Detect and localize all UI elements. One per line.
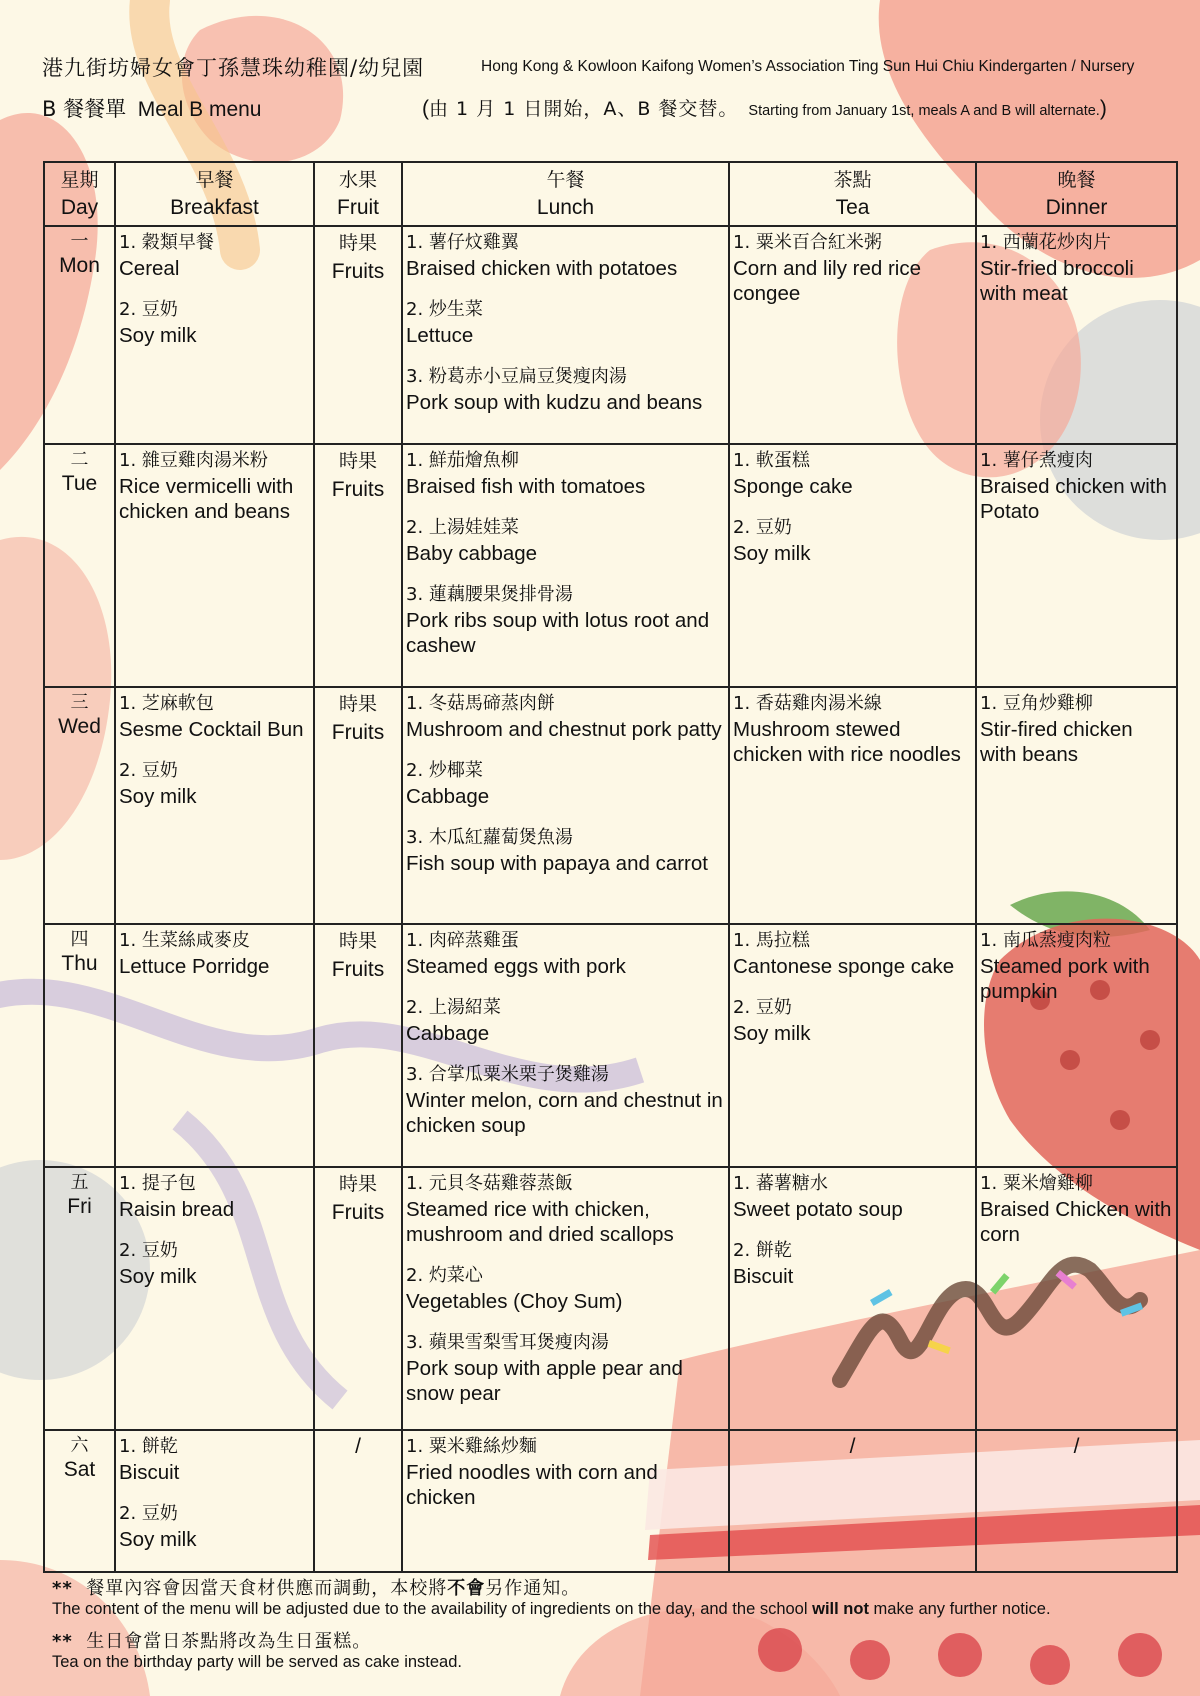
fruit-cell: 時果 Fruits [314, 687, 402, 924]
breakfast-cell: 1. 雜豆雞肉湯米粉 Rice vermicelli with chicken and beans [115, 444, 314, 687]
dinner-cell: 1. 南瓜蒸瘦肉粒 Steamed pork with pumpkin [976, 924, 1177, 1167]
lunch-cell: 1. 薯仔炆雞翼 Braised chicken with potatoes 2. 炒生菜 Lettuce 3. 粉葛赤小豆扁豆煲瘦肉湯 Pork soup with kudzu and beans [402, 226, 729, 444]
menu-title-zh: B 餐餐單 [42, 97, 127, 121]
note-star: ** [52, 1578, 73, 1599]
table-row-tue [44, 444, 1177, 687]
header-breakfast: 早餐 Breakfast [115, 162, 314, 226]
note-ingredients-en [52, 1600, 1051, 1619]
header-tea: 茶點 Tea [729, 162, 976, 226]
dinner-cell: 1. 豆角炒雞柳 Stir-fired chicken with beans [976, 687, 1177, 924]
fruit-cell-empty: / [314, 1430, 402, 1572]
breakfast-cell: 1. 餅乾 Biscuit 2. 豆奶 Soy milk [115, 1430, 314, 1572]
tea-cell-empty: / [729, 1430, 976, 1572]
alternate-note [422, 94, 1107, 121]
note-zh-text-a: 餐單內容會因當天食材供應而調動，本校將 [86, 1578, 448, 1599]
table-row-fri [44, 1167, 1177, 1430]
note-en-text-b: make any further notice. [868, 1600, 1051, 1618]
school-name-en: Hong Kong & Kowloon Kaifong Women’s Association Ting Sun Hui Chiu Kindergarten / Nursery [481, 58, 1135, 75]
paren-close: ) [1099, 97, 1107, 120]
dinner-cell: 1. 薯仔煮瘦肉 Braised chicken with Potato [976, 444, 1177, 687]
breakfast-cell: 1. 穀類早餐 Cereal 2. 豆奶 Soy milk [115, 226, 314, 444]
header-lunch: 午餐 Lunch [402, 162, 729, 226]
alternate-note-zh: 由 1 月 1 日開始，A、B 餐交替。 [429, 98, 739, 120]
note-en-bold: will not [812, 1600, 869, 1618]
note-zh-text-b: 另作通知。 [485, 1578, 581, 1599]
menu-title [42, 93, 262, 123]
tea-cell: 1. 馬拉糕 Cantonese sponge cake 2. 豆奶 Soy milk [729, 924, 976, 1167]
note-star: ** [52, 1631, 73, 1652]
lunch-cell: 1. 肉碎蒸雞蛋 Steamed eggs with pork 2. 上湯紹菜 Cabbage 3. 合掌瓜粟米栗子煲雞湯 Winter melon, corn and chestnut in chicken soup [402, 924, 729, 1167]
table-row-mon [44, 226, 1177, 444]
day-cell: 六 Sat [44, 1430, 115, 1572]
weekly-menu-table [43, 161, 1178, 1573]
dinner-cell: 1. 西蘭花炒肉片 Stir-fried broccoli with meat [976, 226, 1177, 444]
lunch-cell: 1. 元貝冬菇雞蓉蒸飯 Steamed rice with chicken, mushroom and dried scallops 2. 灼菜心 Vegetables (Choy Sum) 3. 蘋果雪梨雪耳煲瘦肉湯 Pork soup with apple pear and snow pear [402, 1167, 729, 1430]
header-fruit: 水果 Fruit [314, 162, 402, 226]
table-header-row [44, 162, 1177, 226]
school-name-zh: 港九街坊婦女會丁孫慧珠幼稚園/幼兒園 [42, 56, 425, 80]
alternate-note-en: Starting from January 1st, meals A and B will alternate. [748, 103, 1100, 119]
tea-cell: 1. 粟米百合紅米粥 Corn and lily red rice congee [729, 226, 976, 444]
breakfast-cell: 1. 芝麻軟包 Sesme Cocktail Bun 2. 豆奶 Soy milk [115, 687, 314, 924]
dinner-cell: 1. 粟米燴雞柳 Braised Chicken with corn [976, 1167, 1177, 1430]
day-cell: 二 Tue [44, 444, 115, 687]
note-birthday-en: Tea on the birthday party will be served as cake instead. [52, 1653, 462, 1671]
lunch-cell: 1. 粟米雞絲炒麵 Fried noodles with corn and chicken [402, 1430, 729, 1572]
note-birthday-zh-text: 生日會當日茶點將改為生日蛋糕。 [86, 1631, 372, 1652]
table-row-sat [44, 1430, 1177, 1572]
table-row-wed [44, 687, 1177, 924]
day-cell: 一 Mon [44, 226, 115, 444]
day-cell: 三 Wed [44, 687, 115, 924]
note-birthday-zh [52, 1627, 371, 1653]
dinner-cell-empty: / [976, 1430, 1177, 1572]
paren-open: ( [422, 97, 429, 120]
day-cell: 五 Fri [44, 1167, 115, 1430]
header-dinner: 晚餐 Dinner [976, 162, 1177, 226]
header-day: 星期 Day [44, 162, 115, 226]
fruit-cell: 時果 Fruits [314, 1167, 402, 1430]
day-cell: 四 Thu [44, 924, 115, 1167]
fruit-cell: 時果 Fruits [314, 924, 402, 1167]
menu-title-en: Meal B menu [137, 98, 262, 121]
lunch-cell: 1. 鮮茄燴魚柳 Braised fish with tomatoes 2. 上湯娃娃菜 Baby cabbage 3. 蓮藕腰果煲排骨湯 Pork ribs soup with lotus root and cashew [402, 444, 729, 687]
breakfast-cell: 1. 生菜絲咸麥皮 Lettuce Porridge [115, 924, 314, 1167]
note-en-text-a: The content of the menu will be adjusted due to the availability of ingredients on the day, and the school [52, 1600, 813, 1618]
breakfast-cell: 1. 提子包 Raisin bread 2. 豆奶 Soy milk [115, 1167, 314, 1430]
note-ingredients-zh [52, 1574, 580, 1600]
lunch-cell: 1. 冬菇馬碲蒸肉餅 Mushroom and chestnut pork patty 2. 炒椰菜 Cabbage 3. 木瓜紅蘿蔔煲魚湯 Fish soup with papaya and carrot [402, 687, 729, 924]
tea-cell: 1. 蕃薯糖水 Sweet potato soup 2. 餅乾 Biscuit [729, 1167, 976, 1430]
table-row-thu [44, 924, 1177, 1167]
fruit-cell: 時果 Fruits [314, 444, 402, 687]
fruit-cell: 時果 Fruits [314, 226, 402, 444]
tea-cell: 1. 軟蛋糕 Sponge cake 2. 豆奶 Soy milk [729, 444, 976, 687]
tea-cell: 1. 香菇雞肉湯米線 Mushroom stewed chicken with rice noodles [729, 687, 976, 924]
note-zh-bold: 不會 [447, 1578, 486, 1599]
